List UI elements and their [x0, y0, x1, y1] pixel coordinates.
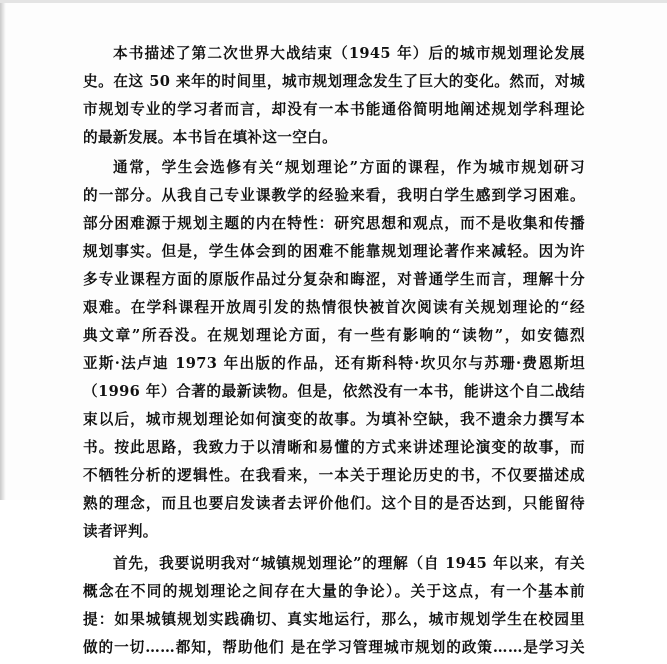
text-line: 的最新发展。本书旨在填补这一空白。	[83, 129, 338, 146]
text-line: 通常，学生会选修有关“规划理论”方面的课程，作为城市规划研习	[113, 159, 585, 176]
text-line: 熟的理念，而且也要启发读者去评价他们。这个目的是否达到，只能留待	[83, 495, 585, 512]
paragraph-2	[83, 154, 585, 546]
text-line: 部分困难源于规划主题的内在特性：研究思想和观点，而不是收集和传播	[83, 215, 585, 232]
text-line: 概念在不同的规划理论之间存在大量的争论）。关于这点，有一个基本前	[83, 583, 585, 600]
paragraph-1	[83, 40, 585, 152]
text-line: 做的一切……都知，帮助他们 是在学习管理城市规划的政策……是学习关	[83, 639, 585, 656]
text-line: 艰难。在学科课程开放周引发的热情很快被首次阅读有关规划理论的“经	[83, 299, 585, 316]
text-line: 首先，我要说明我对“城镇规划理论”的理解（自 1945 年以来，有关	[113, 555, 585, 572]
text-line: 亚斯·法卢迪 1973 年出版的作品，还有斯科特·坎贝尔与苏珊·费恩斯坦	[83, 355, 585, 372]
text-line: 典文章”所吞没。在规划理论方面，有一些有影响的“读物”，如安德烈	[83, 327, 585, 344]
text-line: 史。在这 50 来年的时间里，城市规划理念发生了巨大的变化。然而，对城	[83, 73, 585, 90]
text-line: 提：如果城镇规划实践确切、真实地运行，那么，城市规划学生在校园里	[83, 611, 585, 628]
scan-edge-top	[0, 0, 667, 3]
text-line: 市规划专业的学习者而言，却没有一本书能通俗简明地阐述规划学科理论	[83, 101, 585, 118]
scan-edge-left	[0, 0, 6, 500]
paragraph-3	[83, 550, 585, 662]
text-line: 不牺牲分析的逻辑性。在我看来，一本关于理论历史的书，不仅要描述成	[83, 467, 585, 484]
text-line: 多专业课程方面的原版作品过分复杂和晦涩，对普通学生而言，理解十分	[83, 271, 585, 288]
text-line: 束以后，城市规划理论如何演变的故事。为填补空缺，我不遗余力撰写本	[83, 411, 585, 428]
text-line: 的一部分。从我自己专业课教学的经验来看，我明白学生感到学习困难。	[83, 187, 585, 204]
text-line: 书。按此思路，我致力于以清晰和易懂的方式来讲述理论演变的故事，而	[83, 439, 585, 456]
text-line: 读者评判。	[83, 523, 158, 540]
text-line: 规划事实。但是，学生体会到的困难不能靠规划理论著作来减轻。因为许	[83, 243, 585, 260]
body-text	[83, 40, 585, 664]
text-line: （1996 年）合著的最新读物。但是，依然没有一本书，能讲这个自二战结	[83, 383, 585, 400]
text-line: 本书描述了第二次世界大战结束（1945 年）后的城市规划理论发展	[113, 45, 585, 62]
